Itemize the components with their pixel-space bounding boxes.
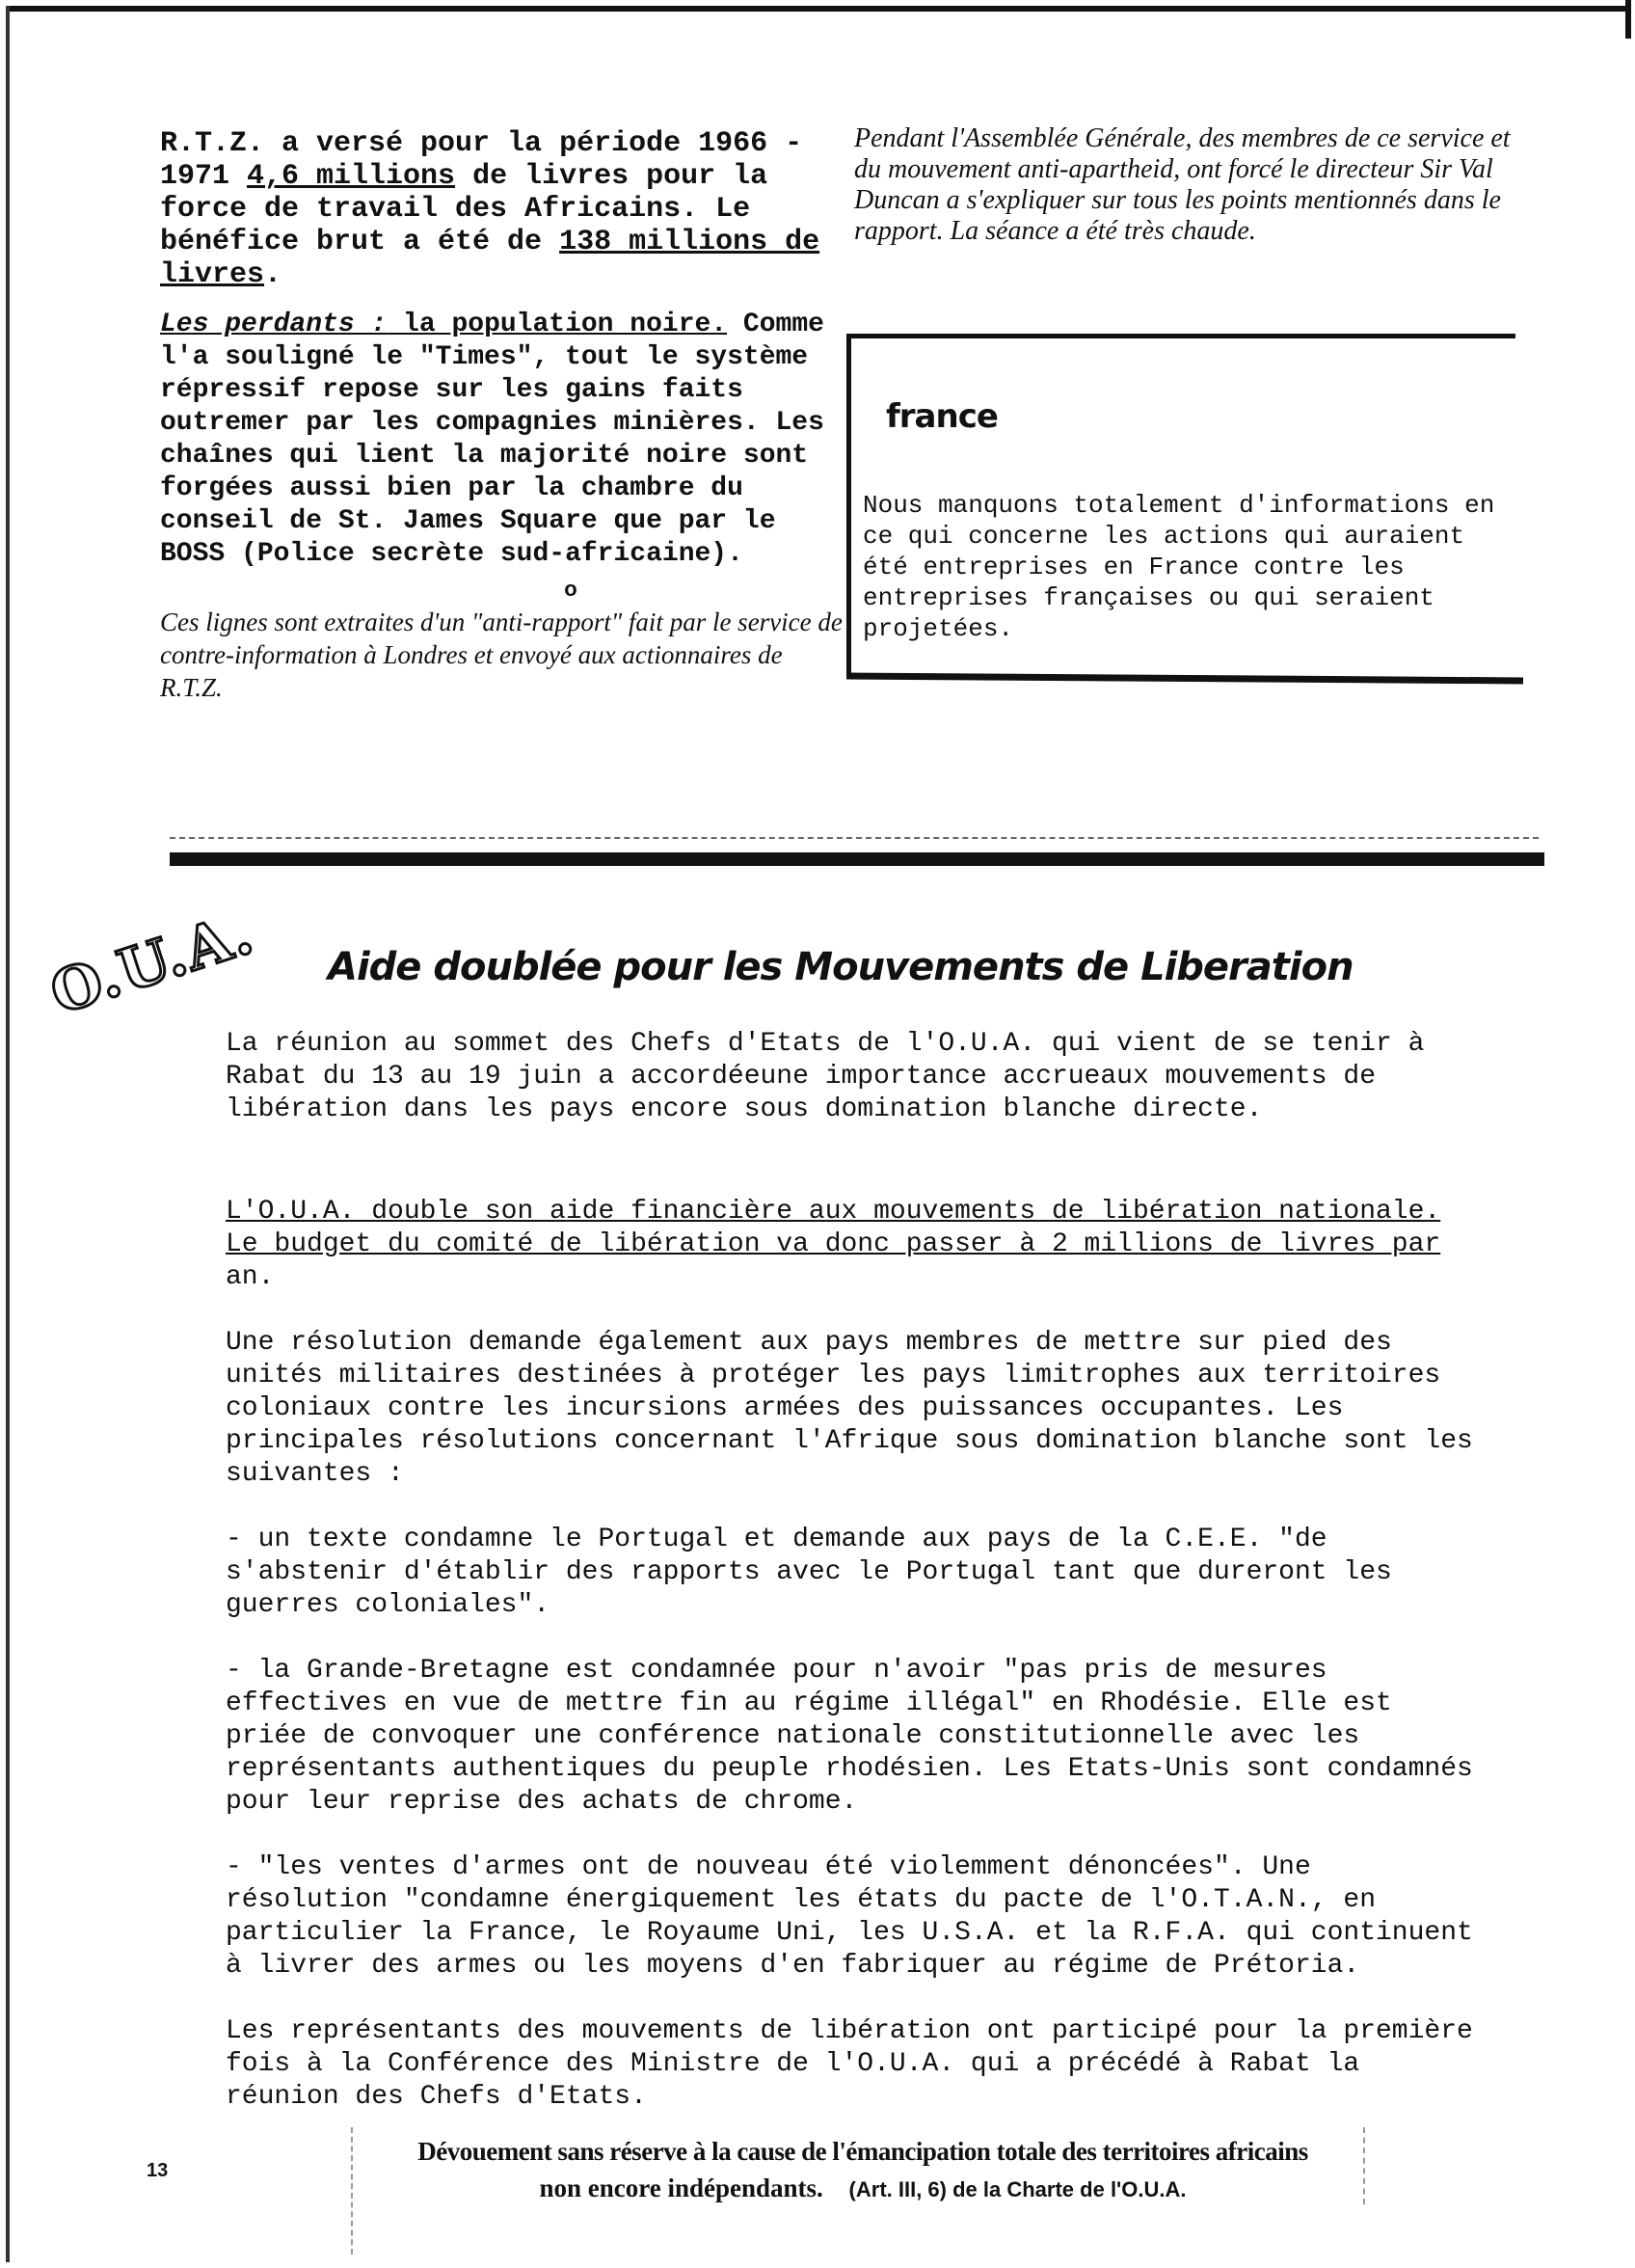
oua-paragraph-4: - la Grande-Bretagne est condamnée pour n'avoir "pas pris de mesures effectives en vue de mettre fin au régime illégal" en Rhodésie. Elle est priée de convoquer une conférence nationale constitutionnelle avec les représentants authentiques du peuple rhodésien. Les Etats-Unis sont condamnés pour leur reprise des achats de chrome. bbox=[226, 1656, 1473, 1817]
source-note: Ces lignes sont extraites d'un "anti-rapport" fait par le service de contre-information à Londres et envoyé aux actionnaires de R.T.Z. bbox=[160, 608, 843, 702]
france-title: france bbox=[886, 397, 998, 436]
oua-body bbox=[226, 1028, 1479, 2114]
oua-paragraph-3: - un texte condamne le Portugal et demande aux pays de la C.E.E. "de s'abstenir d'établir des rapports avec le Portugal tant que dureront les guerres coloniales". bbox=[226, 1525, 1392, 1620]
footer-reference: (Art. III, 6) de la Charte de l'O.U.A. bbox=[848, 2177, 1187, 2201]
section-divider-dashed bbox=[170, 837, 1539, 839]
bullet-separator: o bbox=[564, 577, 577, 601]
footer-quote bbox=[347, 2133, 1379, 2208]
oua-paragraph-6: Les représentants des mouvements de libération ont participé pour la première fois à la Conférence des Ministre de l'O.U.A. qui a précédé à Rabat la réunion des Chefs d'Etats. bbox=[226, 2016, 1473, 2112]
oua-highlight-tail: an. bbox=[226, 1262, 275, 1292]
losers-label: Les perdants : bbox=[160, 310, 388, 339]
page-border-right bbox=[1625, 0, 1631, 39]
footer-quote-line2 bbox=[347, 2170, 1379, 2208]
oua-paragraph-1: La réunion au sommet des Chefs d'Etats de l'O.U.A. qui vient de se tenir à Rabat du 13 au 19 juin a accordéeune importance accrueaux mouvements de libération dans les pays encore sous domination blanche directe. bbox=[226, 1029, 1425, 1124]
france-box bbox=[846, 336, 1517, 675]
footer-quote-line1: Dévouement sans réserve à la cause de l'émancipation totale des territoires africains bbox=[417, 2137, 1308, 2166]
section-divider-thick bbox=[170, 852, 1544, 866]
rtz-profit: 138 millions de livres bbox=[160, 226, 820, 291]
rtz-paragraph bbox=[160, 127, 846, 291]
losers-text: Comme l'a souligné le "Times", tout le système répressif repose sur les gains faits outremer par les compagnies minières. Les chaînes qui lient la majorité noire sont forgées aussi bien par la chambre du conseil de St. James Square que par le BOSS (Police secrète sud-africaine). bbox=[160, 310, 824, 569]
oua-highlight bbox=[226, 1196, 1479, 1294]
page-border-left bbox=[6, 6, 10, 2262]
assembly-note: Pendant l'Assemblée Générale, des membres de ce service et du mouvement anti-apartheid, ont forcé le directeur Sir Val Duncan a s'expliquer sur tous les points mentionnés dans le rapport. La séance a été très chaude. bbox=[854, 123, 1511, 246]
oua-title: Aide doublée pour les Mouvements de Liberation bbox=[328, 945, 1354, 989]
france-text: Nous manquons totalement d'informations en ce qui concerne les actions qui auraient été entreprises en France contre les entreprises françaises ou qui seraient projetées. bbox=[863, 491, 1495, 643]
left-column bbox=[160, 127, 846, 704]
oua-highlight-underlined: L'O.U.A. double son aide financière aux mouvements de libération nationale. Le budget du comité de libération va donc passer à 2 millions de livres par bbox=[226, 1197, 1441, 1259]
page-number: 13 bbox=[147, 2160, 169, 2181]
page-border-top bbox=[8, 6, 1629, 12]
rtz-text-before: R.T.Z. a versé pour la période 1966 - 1971 bbox=[160, 127, 803, 193]
rtz-text-end: . bbox=[264, 258, 282, 291]
rtz-text-middle: de livres pour la force de travail des Africains. Le bénéfice brut a été de bbox=[160, 160, 768, 258]
oua-logo: O.U.A. bbox=[42, 899, 263, 1028]
oua-paragraph-5: - "les ventes d'armes ont de nouveau été violemment dénoncées". Une résolution "condamne énergiquement les états du pacte de l'O.T.A.N., en particulier la France, le Royaume Uni, les U.S.A. et la R.F.A. qui continuent à livrer des armes ou les moyens d'en fabriquer au régime de Prétoria. bbox=[226, 1852, 1473, 1981]
losers-subject: la population noire. bbox=[387, 310, 728, 339]
footer-quote-line2-text: non encore indépendants. bbox=[539, 2174, 823, 2202]
rtz-amount: 4,6 millions bbox=[247, 160, 456, 193]
losers-paragraph bbox=[160, 309, 846, 571]
right-column-top bbox=[854, 123, 1529, 247]
oua-paragraph-2: Une résolution demande également aux pays membres de mettre sur pied des unités militaires destinées à protéger les pays limitrophes aux territoires coloniaux contre les incursions armées des puissances occupantes. Les principales résolutions concernant l'Afrique sous domination blanche sont les suivantes : bbox=[226, 1328, 1473, 1489]
